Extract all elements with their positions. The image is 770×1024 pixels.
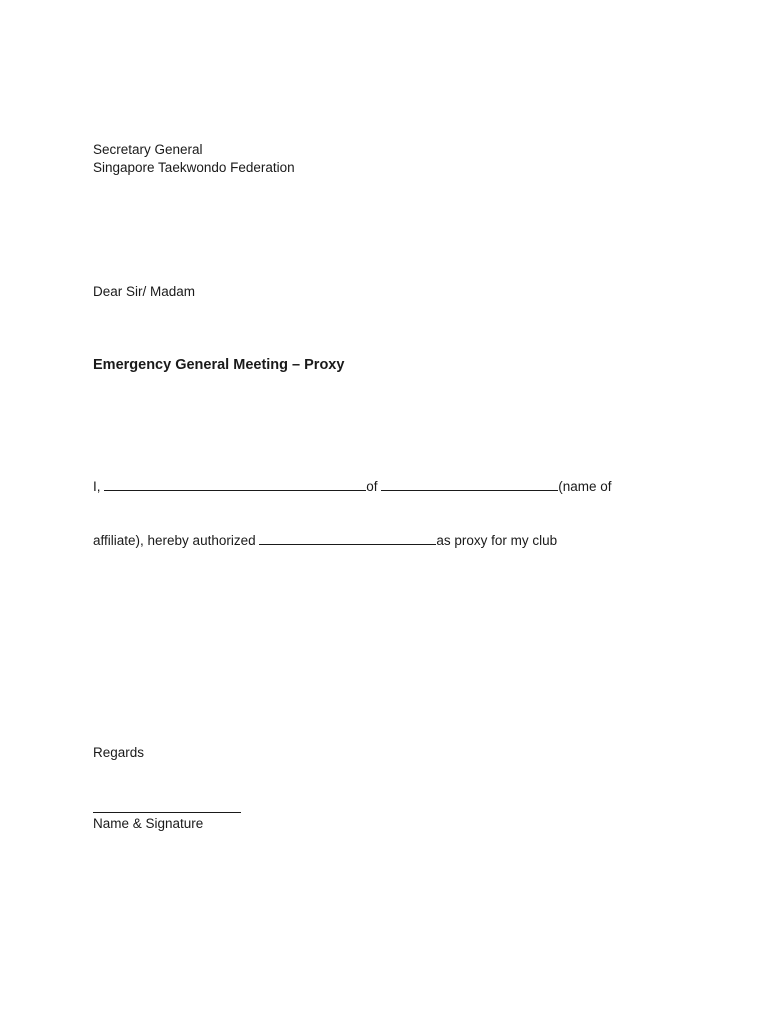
closing: Regards	[93, 745, 145, 760]
signature-label: Name & Signature	[93, 816, 204, 831]
signature-line[interactable]	[93, 812, 241, 813]
recipient-organization: Singapore Taekwondo Federation	[93, 160, 295, 175]
proxy-line-1-end: (name of	[558, 479, 612, 494]
proxy-line-2	[93, 531, 557, 550]
proxy-name-blank[interactable]	[259, 531, 436, 545]
proxy-line-1-of: of	[366, 479, 382, 494]
affiliate-name-blank[interactable]	[381, 477, 558, 491]
proxy-line-1	[93, 477, 612, 496]
proxy-line-2-end: as proxy for my club	[436, 533, 558, 548]
page-title: Emergency General Meeting – Proxy	[93, 357, 345, 373]
recipient-title: Secretary General	[93, 142, 203, 157]
proxy-line-1-start: I,	[93, 479, 105, 494]
member-name-blank[interactable]	[104, 477, 366, 491]
salutation: Dear Sir/ Madam	[93, 284, 196, 299]
proxy-line-2-start: affiliate), hereby authorized	[93, 533, 260, 548]
